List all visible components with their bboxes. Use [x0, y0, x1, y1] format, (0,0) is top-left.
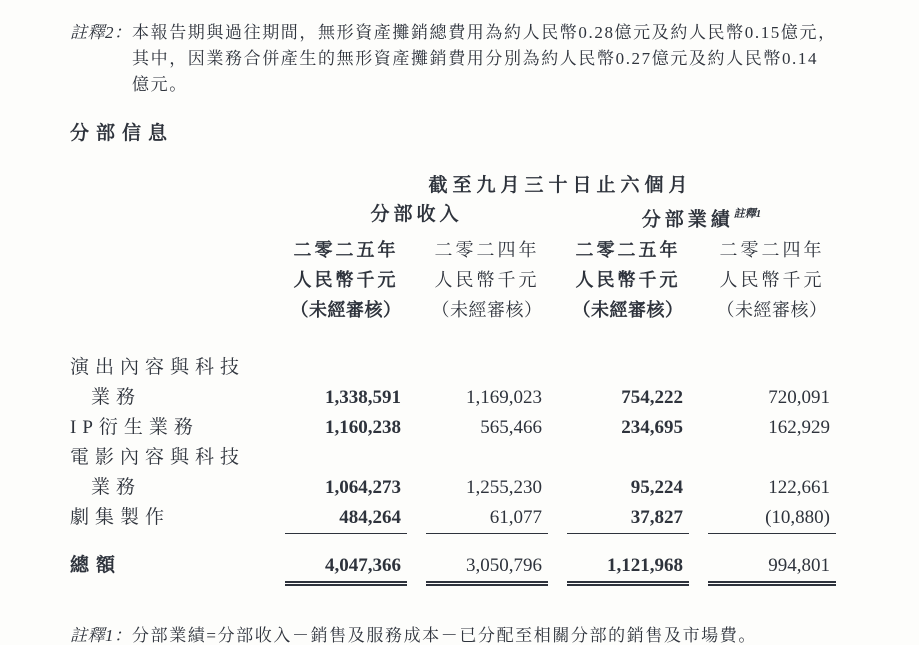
col-header-unit-3: 人民幣千元	[575, 270, 681, 291]
value-ip-2024-revenue: 565,466	[480, 417, 542, 439]
group-header-segment-results-label: 分部業績	[641, 209, 734, 231]
note-2-label: 註釋2：	[70, 23, 132, 42]
empty-cell	[708, 443, 836, 473]
empty-cell	[708, 353, 836, 383]
col-header-year-2024-results: 二零二四年	[719, 240, 825, 261]
note-2-line-3: 億元。	[132, 75, 188, 94]
col-header-unit-4: 人民幣千元	[719, 270, 825, 291]
value-live-2024-results: 720,091	[768, 387, 830, 409]
empty-cell	[567, 443, 689, 473]
note-1	[70, 623, 859, 649]
col-header-unaudited-2: （未經審核）	[431, 300, 543, 321]
group-header-segment-results	[567, 200, 836, 235]
total-row-label: 總額	[70, 555, 123, 577]
note-2	[70, 20, 859, 98]
col-header-unaudited-1: （未經審核）	[290, 300, 402, 321]
empty-cell	[426, 443, 548, 473]
empty-cell	[285, 353, 407, 383]
group-header-segment-revenue: 分部收入	[370, 204, 463, 225]
row-label-film-content-line1: 電影內容與科技	[70, 447, 246, 469]
total-2025-revenue: 4,047,366	[285, 551, 407, 586]
value-drama-2024-revenue: 61,077	[426, 503, 548, 534]
empty-cell	[426, 353, 548, 383]
value-live-2024-revenue: 1,169,023	[466, 387, 542, 409]
col-header-unaudited-3: （未經審核）	[572, 300, 684, 321]
note-1-label: 註釋1：	[70, 626, 132, 646]
empty-cell	[285, 443, 407, 473]
row-label-live-content-line1: 演出內容與科技	[70, 357, 246, 379]
section-title: 分部信息	[70, 123, 175, 144]
col-header-year-2024-revenue: 二零二四年	[434, 240, 540, 261]
row-label-drama-production: 劇集製作	[70, 507, 171, 529]
value-film-2025-revenue: 1,064,273	[325, 477, 401, 499]
note-1-text: 分部業績=分部收入－銷售及服務成本－已分配至相關分部的銷售及市場費。	[132, 626, 757, 646]
note-2-line-2: 其中，因業務合併產生的無形資產攤銷費用分別為約人民幣0.27億元及約人民幣0.14	[132, 49, 819, 68]
value-ip-2025-results: 234,695	[621, 417, 683, 439]
segment-info-table	[70, 172, 859, 586]
value-film-2024-results: 122,661	[768, 477, 830, 499]
row-label-live-content-line2: 業務	[91, 387, 142, 409]
value-film-2025-results: 95,224	[630, 477, 683, 499]
total-2024-results: 994,801	[708, 551, 836, 586]
value-live-2025-results: 754,222	[621, 387, 683, 409]
note-2-line-1: 本報告期與過往期間，無形資產攤銷總費用為約人民幣0.28億元及約人民幣0.15億元，	[132, 23, 837, 42]
spacer-cell	[70, 235, 266, 265]
value-drama-2025-results: 37,827	[567, 503, 689, 534]
empty-cell	[567, 353, 689, 383]
spacer-cell	[70, 265, 266, 295]
total-2024-revenue: 3,050,796	[426, 551, 548, 586]
value-live-2025-revenue: 1,338,591	[325, 387, 401, 409]
value-drama-2024-results: (10,880)	[708, 503, 836, 534]
note-1-body	[132, 623, 757, 649]
spacer-cell	[70, 200, 266, 235]
value-drama-2025-revenue: 484,264	[285, 503, 407, 534]
total-row-gap	[70, 534, 836, 551]
total-2025-results: 1,121,968	[567, 551, 689, 586]
period-header: 截至九月三十日止六個月	[428, 175, 693, 196]
value-ip-2025-revenue: 1,160,238	[325, 417, 401, 439]
col-header-unit-1: 人民幣千元	[293, 270, 399, 291]
value-ip-2024-results: 162,929	[768, 417, 830, 439]
spacer-cell	[70, 172, 266, 200]
header-body-gap	[70, 325, 836, 353]
spacer-cell	[70, 295, 266, 325]
col-header-unit-2: 人民幣千元	[434, 270, 540, 291]
row-label-ip-derivative: IP衍生業務	[70, 417, 199, 439]
col-header-unaudited-4: （未經審核）	[716, 300, 828, 321]
col-header-year-2025-revenue: 二零二五年	[293, 240, 399, 261]
value-film-2024-revenue: 1,255,230	[466, 477, 542, 499]
row-label-film-content-line2: 業務	[91, 477, 142, 499]
note-2-body	[132, 20, 837, 98]
group-header-note-ref: 註釋1	[733, 208, 762, 220]
col-header-year-2025-results: 二零二五年	[575, 240, 681, 261]
